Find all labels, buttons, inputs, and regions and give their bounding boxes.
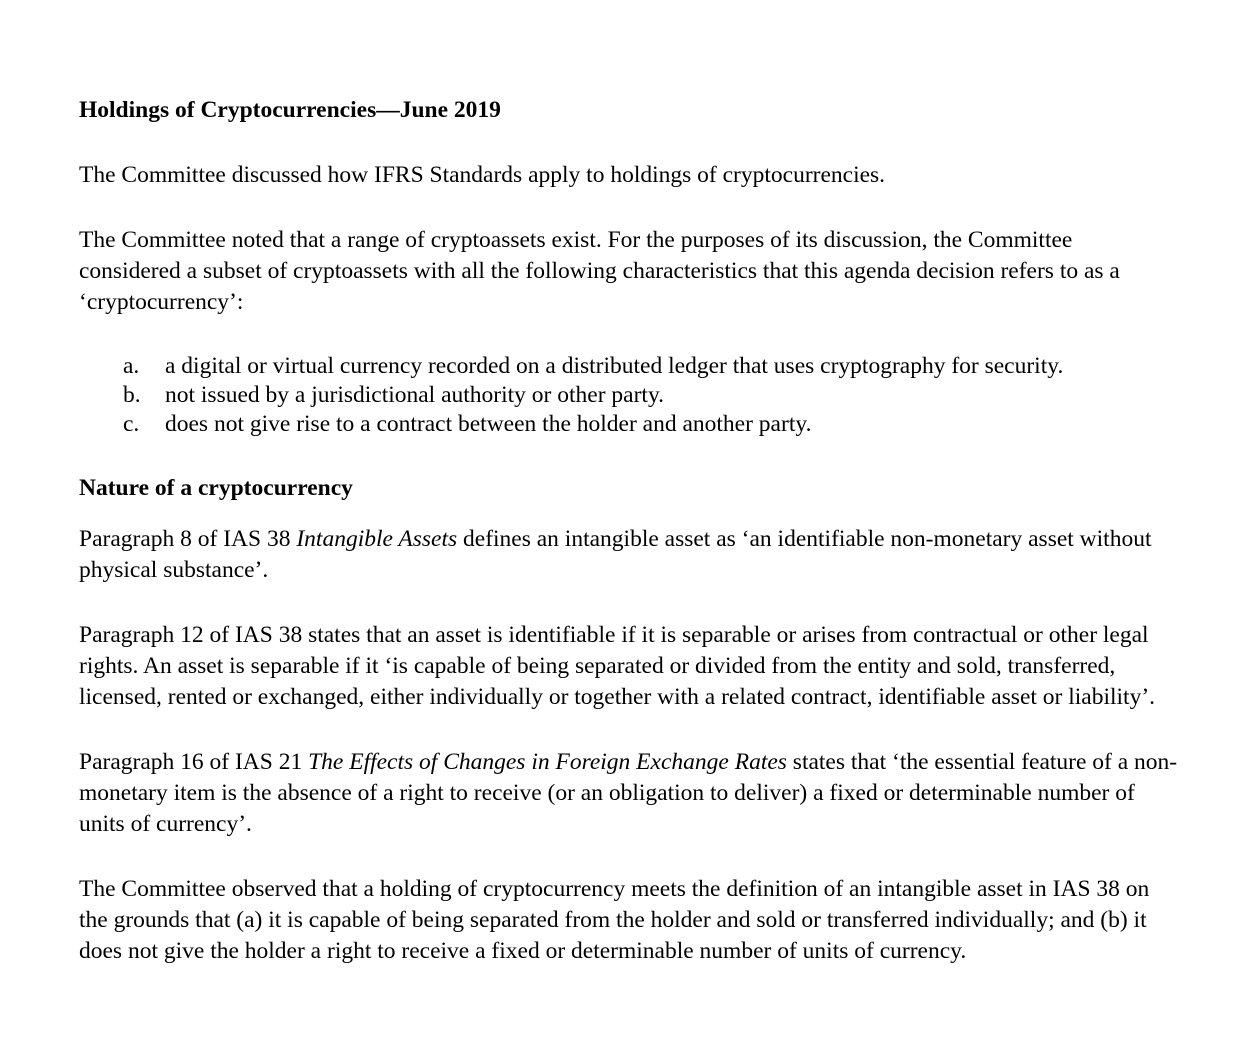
section-heading-nature: Nature of a cryptocurrency [79,475,353,501]
range-paragraph: The Committee noted that a range of cryptoassets exist. For the purposes of its discussion, the Committee considered a subset of cryptoassets with all the following characteristics that this agenda decision refers to as a ‘cryptocurrency’: [79,227,1120,315]
para16-text-before: Paragraph 16 of IAS 21 [79,749,309,775]
list-marker: b. [123,382,141,408]
list-item [123,410,1179,439]
list-item-text: not issued by a jurisdictional authority or other party. [165,382,665,408]
para8-text-after: defines an intangible asset as ‘an identifiable non-monetary asset without physical substance’. [79,526,1152,583]
list-item-text: a digital or virtual currency recorded on a distributed ledger that uses cryptography for security. [165,353,1064,379]
intro-paragraph: The Committee discussed how IFRS Standards apply to holdings of cryptocurrencies. [79,162,886,188]
list-marker: a. [123,353,140,379]
paragraph-ias38-para12: Paragraph 12 of IAS 38 states that an asset is identifiable if it is separable or arises from contractual or other legal rights. An asset is separable if it ‘is capable of being separated or divided from the entity and sold, transferred, licensed, rented or exchanged, either individually or together with a related contract, identifiable asset or liability’. [79,622,1156,710]
document-title: Holdings of Cryptocurrencies—June 2019 [79,97,501,123]
paragraph-ias21-para16 [79,747,1179,840]
list-item [123,352,1179,381]
para8-text-before: Paragraph 8 of IAS 38 [79,526,297,552]
characteristics-list [79,352,1179,439]
list-marker: c. [123,411,140,437]
para8-standard-title: Intangible Assets [296,526,458,552]
document-page [79,95,1179,967]
para16-standard-title: The Effects of Changes in Foreign Exchange Rates [308,749,787,775]
observation-paragraph: The Committee observed that a holding of cryptocurrency meets the definition of an intangible asset in IAS 38 on the grounds that (a) it is capable of being separated from the holder and sold or transferred individually; and (b) it does not give the holder a right to receive a fixed or determinable number of units of currency. [79,876,1150,964]
list-item [123,381,1179,410]
list-item-text: does not give rise to a contract between the holder and another party. [165,411,812,437]
paragraph-ias38-para8 [79,524,1179,586]
para16-text-after: states that ‘the essential feature of a non-monetary item is the absence of a right to receive (or an obligation to deliver) a fixed or determinable number of units of currency’. [79,749,1178,837]
